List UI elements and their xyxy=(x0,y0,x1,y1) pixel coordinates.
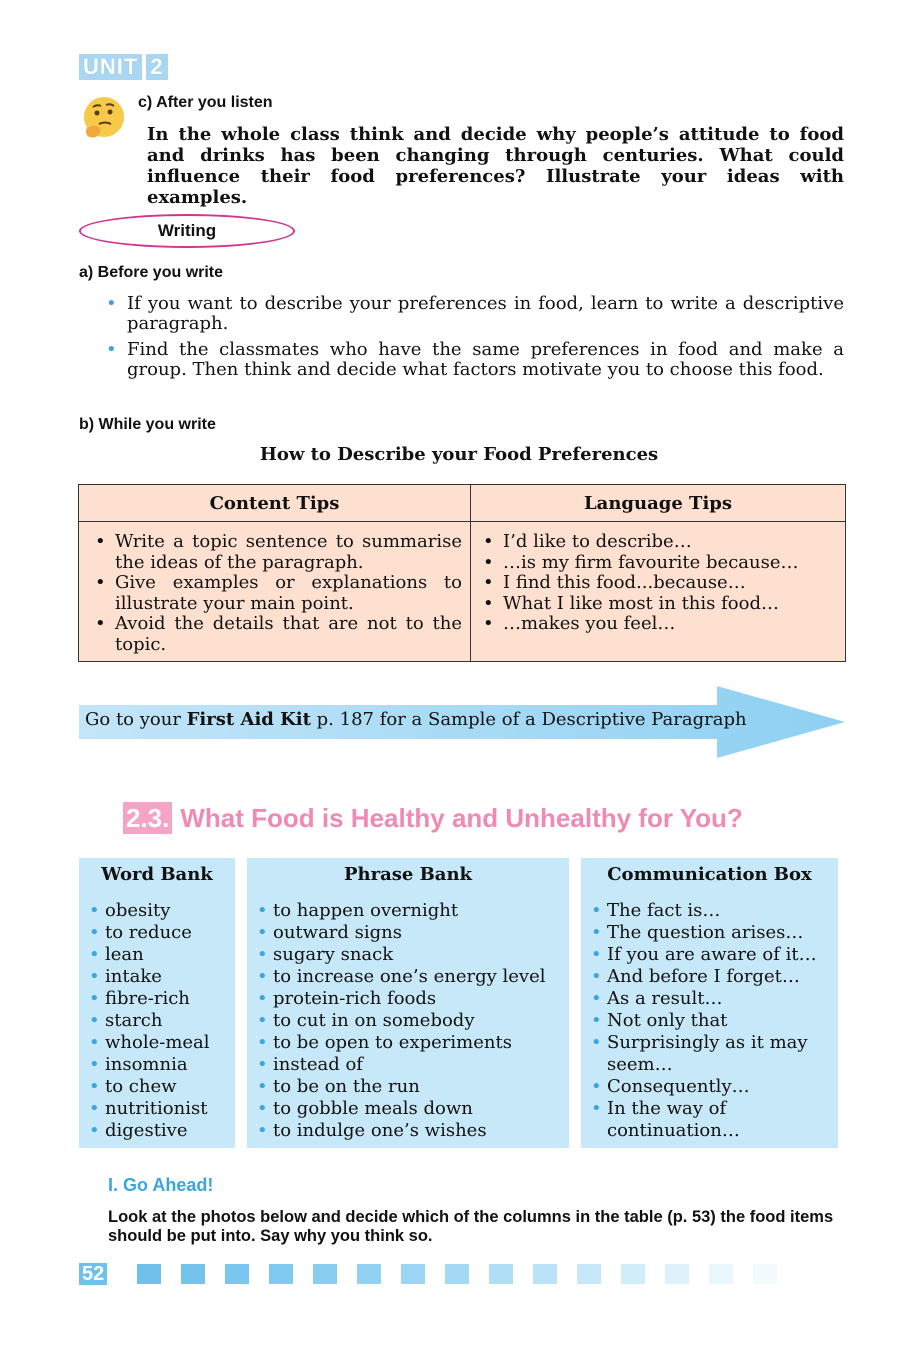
square-icon xyxy=(137,1264,161,1284)
list-item: • nutritionist xyxy=(89,1098,235,1120)
list-item: • If you are aware of it… xyxy=(591,944,830,966)
list-item: • to be open to experiments xyxy=(257,1032,569,1054)
square-icon xyxy=(489,1264,513,1284)
square-icon xyxy=(577,1264,601,1284)
list-item: • outward signs xyxy=(257,922,569,944)
unit-number: 2 xyxy=(146,54,167,80)
list-item: • protein-rich foods xyxy=(257,988,569,1010)
square-icon xyxy=(709,1264,733,1284)
list-item: • insomnia xyxy=(89,1054,235,1076)
content-tip: • Avoid the details that are not to the topic. xyxy=(95,614,462,655)
list-item: • instead of xyxy=(257,1054,569,1076)
go-ahead-instructions: Look at the photos below and decide which of the columns in the table (p. 53) the food items should be put into. Say why you think so. xyxy=(108,1208,834,1245)
decorative-squares xyxy=(137,1264,777,1284)
list-item: • digestive xyxy=(89,1120,235,1142)
list-item: • to gobble meals down xyxy=(257,1098,569,1120)
content-tip: • Write a topic sentence to summarise the ideas of the paragraph. xyxy=(95,532,462,573)
list-item: • Not only that xyxy=(591,1010,830,1032)
list-item: • As a result… xyxy=(591,988,830,1010)
list-item: • Consequently… xyxy=(591,1076,830,1098)
list-item: • to be on the run xyxy=(257,1076,569,1098)
list-item: • obesity xyxy=(89,900,235,922)
list-item: • starch xyxy=(89,1010,235,1032)
phrase-bank-title: Phrase Bank xyxy=(343,864,473,885)
before-write-heading: a) Before you write xyxy=(79,264,224,281)
writing-section-label xyxy=(79,214,295,248)
square-icon xyxy=(445,1264,469,1284)
square-icon xyxy=(313,1264,337,1284)
after-listen-heading: c) After you listen xyxy=(138,94,273,111)
list-item: • whole-meal xyxy=(89,1032,235,1054)
square-icon xyxy=(665,1264,689,1284)
list-item: • to chew xyxy=(89,1076,235,1098)
phrase-bank xyxy=(247,858,569,1148)
unit-word: UNIT xyxy=(79,54,142,80)
square-icon xyxy=(753,1264,777,1284)
square-icon xyxy=(357,1264,381,1284)
list-item: • And before I forget… xyxy=(591,966,830,988)
word-bank xyxy=(79,858,235,1148)
after-listen-paragraph: In the whole class think and decide why people’s attitude to food and drinks has been changing through centuries. What could influence their food preferences? Illustrate your ideas with examples. xyxy=(147,124,844,208)
list-item: • to happen overnight xyxy=(257,900,569,922)
square-icon xyxy=(225,1264,249,1284)
list-item: • In the way of continuation… xyxy=(591,1098,830,1142)
content-tips-cell xyxy=(79,522,471,661)
word-bank-title: Word Bank xyxy=(101,864,213,885)
section-title xyxy=(123,802,743,834)
section-heading: What Food is Healthy and Unhealthy for You? xyxy=(180,802,743,833)
square-icon xyxy=(269,1264,293,1284)
list-item: • Find the classmates who have the same preferences in food and make a group. Then think and decide what factors motivate you to choose this food. xyxy=(106,340,844,380)
list-item: • lean xyxy=(89,944,235,966)
unit-badge xyxy=(79,54,168,80)
list-item: • to cut in on somebody xyxy=(257,1010,569,1032)
list-item: • to indulge one’s wishes xyxy=(257,1120,569,1142)
language-tip: • I’d like to describe… xyxy=(483,532,837,553)
square-icon xyxy=(401,1264,425,1284)
while-write-heading: b) While you write xyxy=(79,416,216,433)
language-tip: • …is my firm favourite because… xyxy=(483,553,837,574)
before-write-list xyxy=(106,294,844,386)
list-item: • to increase one’s energy level xyxy=(257,966,569,988)
language-tips-cell xyxy=(471,522,845,661)
list-item: • If you want to describe your preferences in food, learn to write a descriptive paragraph. xyxy=(106,294,844,334)
go-ahead-heading: I. Go Ahead! xyxy=(108,1175,214,1195)
list-item: • The fact is… xyxy=(591,900,830,922)
list-item: • fibre-rich xyxy=(89,988,235,1010)
tips-table-title: How to Describe your Food Preferences xyxy=(259,444,659,465)
communication-box-title: Communication Box xyxy=(607,864,812,885)
tips-table xyxy=(78,484,846,662)
language-tips-header: Language Tips xyxy=(471,485,845,522)
communication-box xyxy=(581,858,838,1148)
section-number: 2.3. xyxy=(123,802,172,834)
language-tip: • I find this food...because… xyxy=(483,573,837,594)
square-icon xyxy=(621,1264,645,1284)
square-icon xyxy=(533,1264,557,1284)
square-icon xyxy=(181,1264,205,1284)
list-item: • intake xyxy=(89,966,235,988)
list-item: • to reduce xyxy=(89,922,235,944)
writing-label: Writing xyxy=(157,221,217,240)
content-tips-header: Content Tips xyxy=(79,485,471,522)
first-aid-kit-note: Go to your First Aid Kit p. 187 for a Sample of a Descriptive Paragraph xyxy=(85,709,747,730)
page-number: 52 xyxy=(79,1263,107,1285)
content-tip: • Give examples or explanations to illustrate your main point. xyxy=(95,573,462,614)
language-tip: • What I like most in this food… xyxy=(483,594,837,615)
language-tip: • …makes you feel… xyxy=(483,614,837,635)
list-item: • The question arises… xyxy=(591,922,830,944)
thinking-face-icon xyxy=(80,95,126,141)
list-item: • Surprisingly as it may seem… xyxy=(591,1032,830,1076)
list-item: • sugary snack xyxy=(257,944,569,966)
